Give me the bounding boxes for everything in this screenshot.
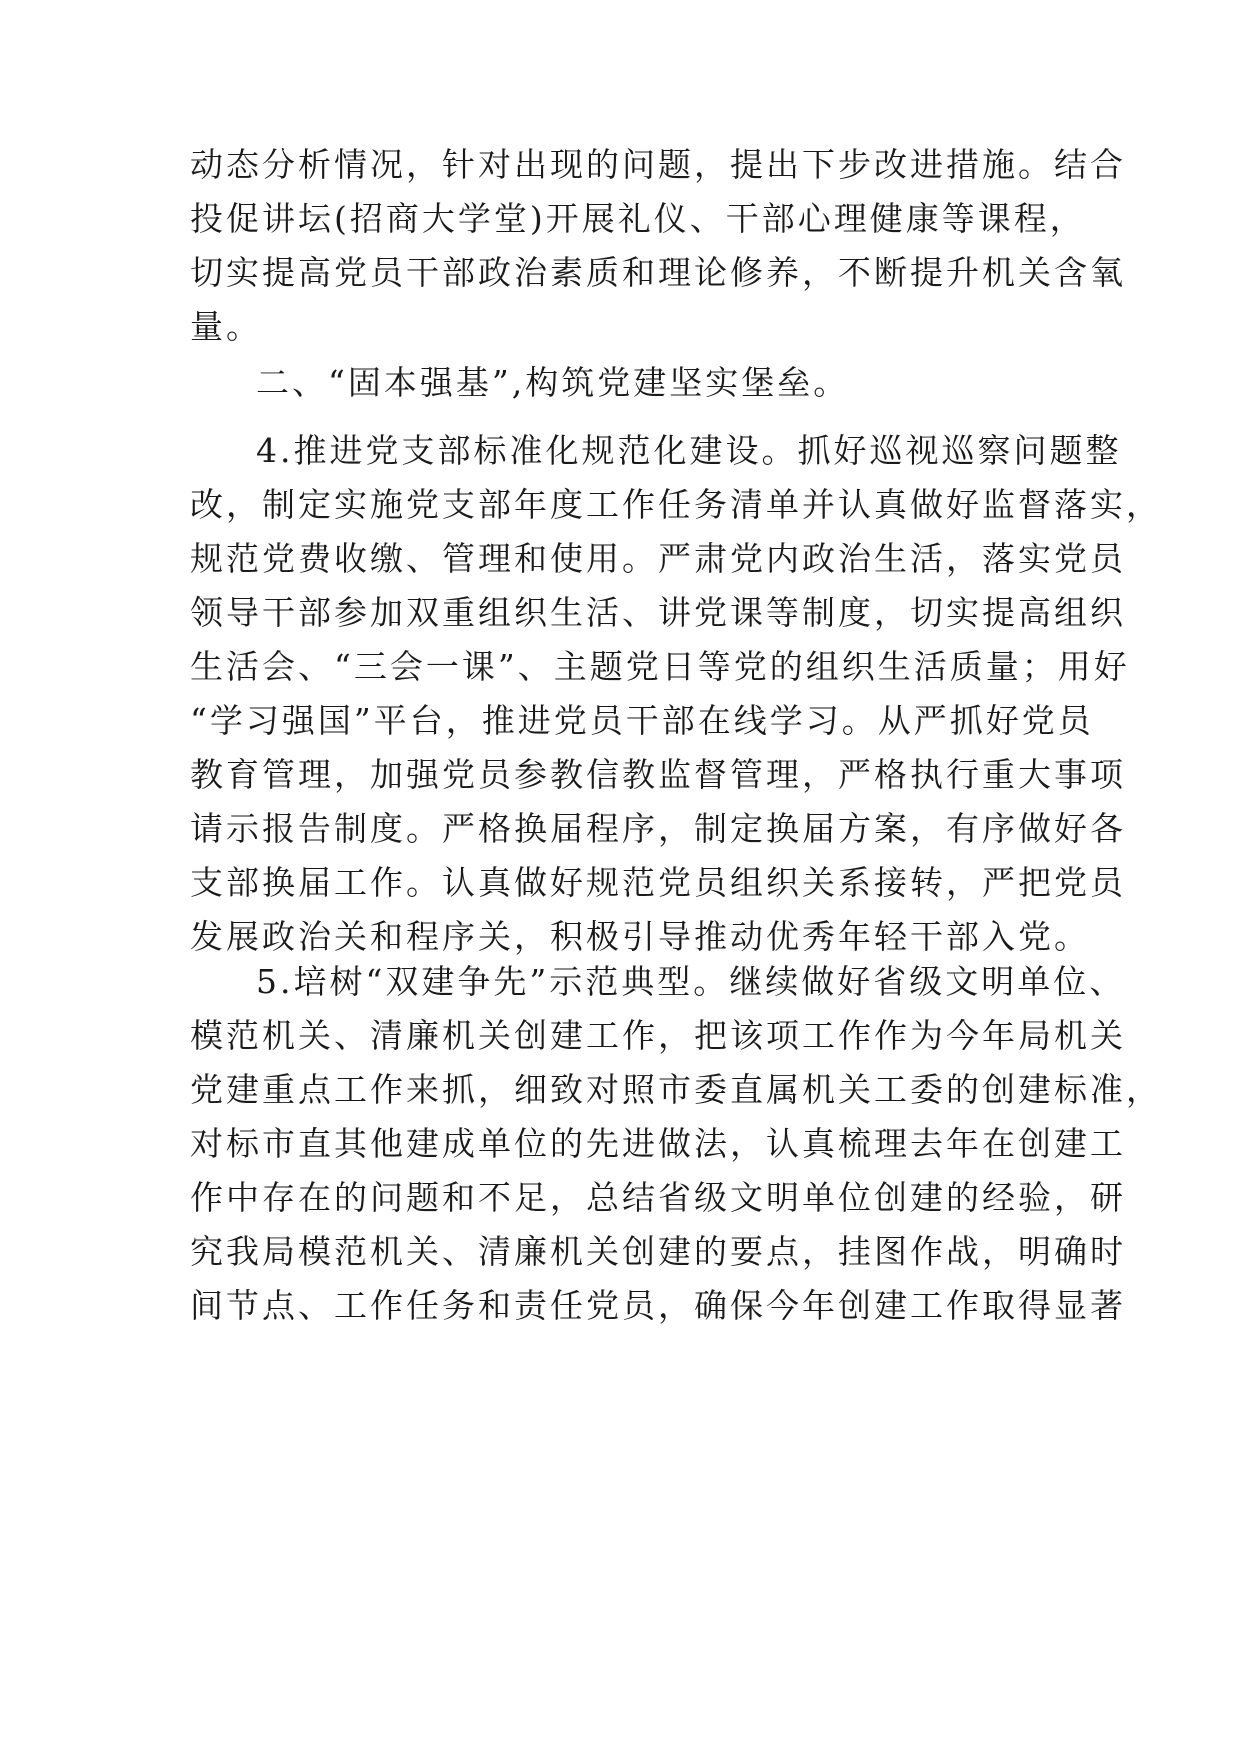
text-line: 规范党费收缴、管理和使用。严肃党内政治生活，落实党员 bbox=[190, 539, 1126, 578]
text-line: 对标市直其他建成单位的先进做法，认真梳理去年在创建工 bbox=[190, 1124, 1126, 1163]
text-line: 切实提高党员干部政治素质和理论修养，不断提升机关含氧 bbox=[190, 253, 1126, 292]
text-line: 作中存在的问题和不足，总结省级文明单位创建的经验，研 bbox=[190, 1178, 1126, 1217]
text-line: 领导干部参加双重组织生活、讲党课等制度，切实提高组织 bbox=[190, 593, 1126, 632]
section-heading bbox=[190, 356, 1050, 410]
paragraph-continuation bbox=[190, 138, 1126, 354]
text-line: 请示报告制度。严格换届程序，制定换届方案，有序做好各 bbox=[190, 809, 1126, 848]
text-line: 党建重点工作来抓，细致对照市委直属机关工委的创建标准， bbox=[190, 1070, 1162, 1109]
text-line: 发展政治关和程序关，积极引导推动优秀年轻干部入党。 bbox=[190, 917, 1090, 956]
text-line: 究我局模范机关、清廉机关创建的要点，挂图作战，明确时 bbox=[190, 1232, 1126, 1271]
text-line: 5.培树“双建争先”示范典型。继续做好省级文明单位、 bbox=[256, 962, 1126, 1001]
text-line: 间节点、工作任务和责任党员，确保今年创建工作取得显著 bbox=[190, 1286, 1126, 1325]
text-line: 量。 bbox=[190, 307, 262, 346]
text-line: 模范机关、清廉机关创建工作，把该项工作作为今年局机关 bbox=[190, 1016, 1126, 1055]
item-4-paragraph bbox=[190, 424, 1162, 964]
item-5-paragraph bbox=[190, 955, 1162, 1333]
text-line: 动态分析情况，针对出现的问题，提出下步改进措施。结合 bbox=[190, 145, 1126, 184]
text-line: 生活会、“三会一课”、主题党日等党的组织生活质量；用好 bbox=[190, 647, 1130, 686]
text-line: 改，制定实施党支部年度工作任务清单并认真做好监督落实， bbox=[190, 485, 1162, 524]
text-line: 4.推进党支部标准化规范化建设。抓好巡视巡察问题整 bbox=[256, 431, 1122, 470]
text-line: “学习强国”平台，推进党员干部在线学习。从严抓好党员 bbox=[190, 701, 1094, 740]
text-line: 投促讲坛(招商大学堂)开展礼仪、干部心理健康等课程， bbox=[190, 199, 1086, 238]
section-heading-text: 二、“固本强基”,构筑党建坚实堡垒。 bbox=[256, 363, 850, 402]
text-line: 支部换届工作。认真做好规范党员组织关系接转，严把党员 bbox=[190, 863, 1126, 902]
text-line: 教育管理，加强党员参教信教监督管理，严格执行重大事项 bbox=[190, 755, 1126, 794]
